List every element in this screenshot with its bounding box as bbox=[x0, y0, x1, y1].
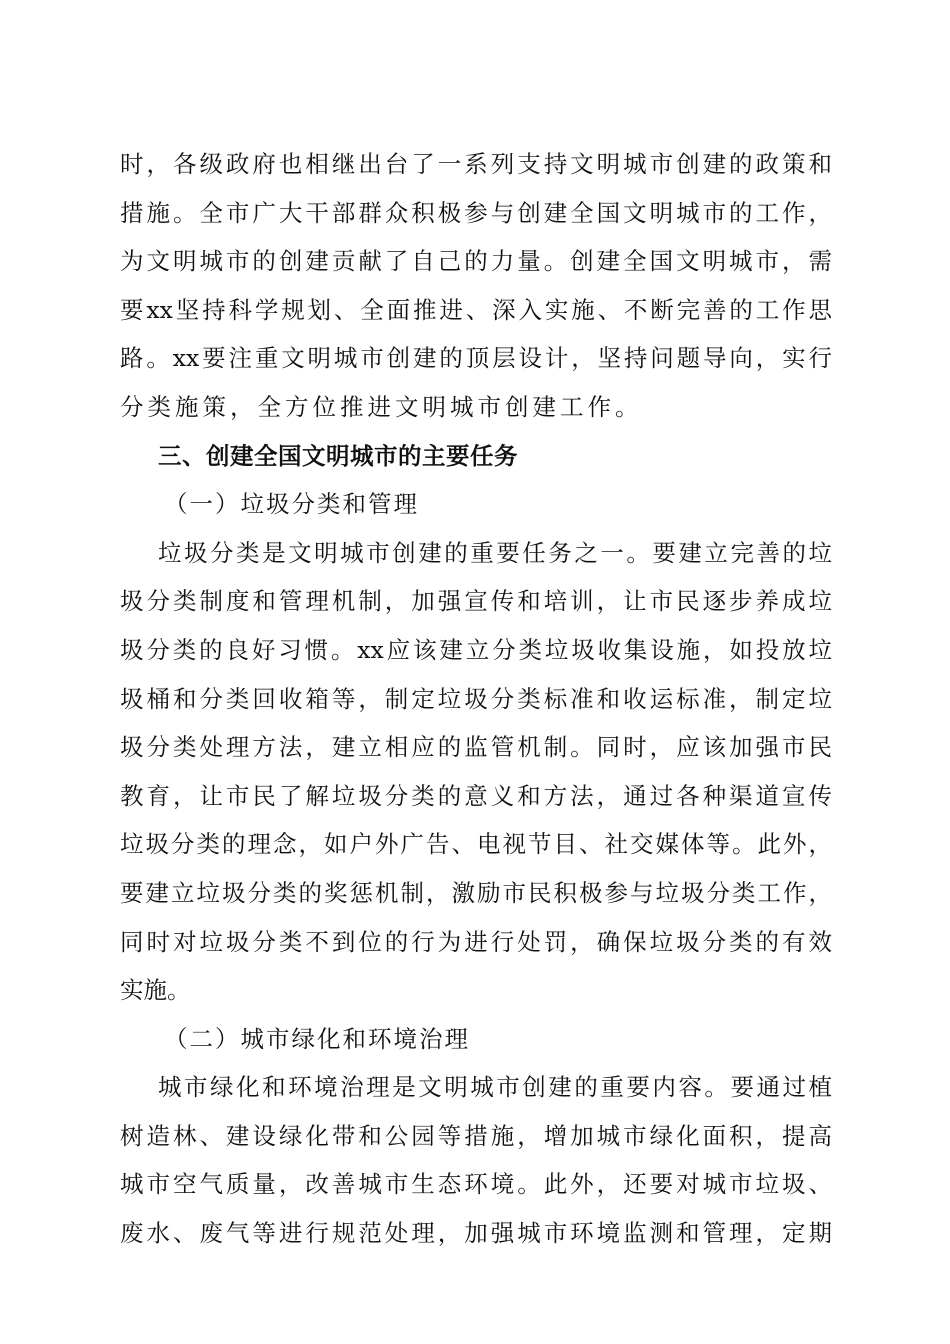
intro-paragraph bbox=[120, 140, 832, 432]
garbage-sorting-paragraph bbox=[120, 529, 832, 1015]
greening-paragraph bbox=[120, 1063, 832, 1257]
paragraph-line: 城市绿化和环境治理是文明城市创建的重要内容。要通过植 bbox=[158, 1073, 832, 1102]
paragraph-line: 垃圾分类的理念，如户外广告、电视节目、社交媒体等。此外， bbox=[120, 830, 832, 859]
paragraph-line: 圾分类的良好习惯。xx应该建立分类垃圾收集设施，如投放垃 bbox=[120, 635, 832, 664]
paragraph-line: 要xx坚持科学规划、全面推进、深入实施、不断完善的工作思 bbox=[120, 295, 832, 324]
paragraph-line: 要建立垃圾分类的奖惩机制，激励市民积极参与垃圾分类工作， bbox=[120, 878, 832, 907]
paragraph-line: 路。xx要注重文明城市创建的顶层设计，坚持问题导向，实行 bbox=[120, 344, 832, 373]
paragraph-line: 分类施策，全方位推进文明城市创建工作。 bbox=[120, 392, 643, 421]
section-heading: 三、创建全国文明城市的主要任务 bbox=[158, 441, 518, 470]
subsection-heading: （一）垃圾分类和管理 bbox=[164, 490, 419, 519]
paragraph-line: 为文明城市的创建贡献了自己的力量。创建全国文明城市，需 bbox=[120, 247, 832, 276]
paragraph-line: 时，各级政府也相继出台了一系列支持文明城市创建的政策和 bbox=[120, 150, 832, 178]
paragraph-line: 圾分类处理方法，建立相应的监管机制。同时，应该加强市民 bbox=[120, 733, 832, 762]
paragraph-line: 同时对垃圾分类不到位的行为进行处罚，确保垃圾分类的有效 bbox=[120, 927, 832, 956]
paragraph-line: 圾桶和分类回收箱等，制定垃圾分类标准和收运标准，制定垃 bbox=[120, 684, 832, 713]
paragraph-line: 废水、废气等进行规范处理，加强城市环境监测和管理，定期 bbox=[120, 1219, 832, 1248]
subsection-heading: （二）城市绿化和环境治理 bbox=[164, 1024, 470, 1053]
paragraph-line: 垃圾分类是文明城市创建的重要任务之一。要建立完善的垃 bbox=[158, 538, 832, 567]
paragraph-line: 教育，让市民了解垃圾分类的意义和方法，通过各种渠道宣传 bbox=[120, 781, 832, 810]
paragraph-line: 实施。 bbox=[120, 976, 191, 1005]
paragraph-line: 树造林、建设绿化带和公园等措施，增加城市绿化面积，提高 bbox=[120, 1121, 832, 1150]
paragraph-line: 圾分类制度和管理机制，加强宣传和培训，让市民逐步养成垃 bbox=[120, 587, 832, 616]
document-page bbox=[120, 140, 832, 1258]
paragraph-line: 措施。全市广大干部群众积极参与创建全国文明城市的工作， bbox=[120, 198, 832, 227]
paragraph-line: 城市空气质量，改善城市生态环境。此外，还要对城市垃圾、 bbox=[120, 1170, 832, 1199]
